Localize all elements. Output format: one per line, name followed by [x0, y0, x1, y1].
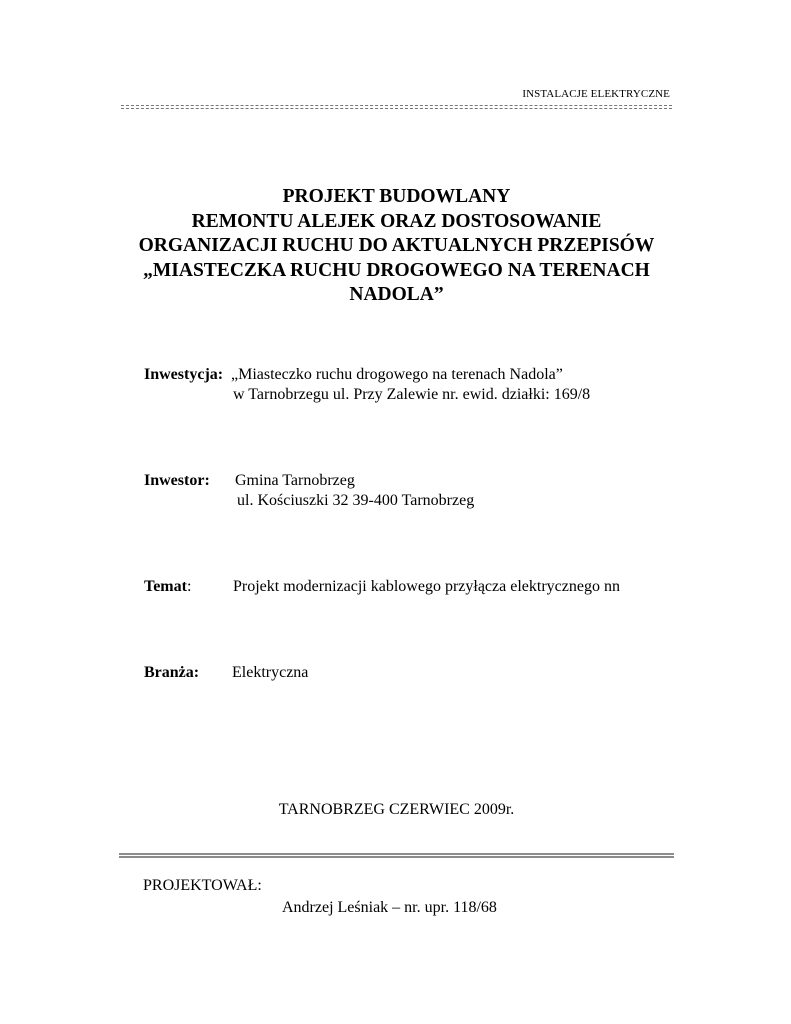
- title-line-5: NADOLA”: [349, 284, 444, 305]
- topic-value: Projekt modernizacji kablowego przyłącza elektrycznego nn: [233, 578, 620, 595]
- header-divider-line-top: [121, 105, 672, 106]
- topic-label: [144, 578, 191, 596]
- branch-label: Branża:: [144, 664, 200, 681]
- investment-name: „Miasteczko ruchu drogowego na terenach Nadola”: [231, 366, 563, 383]
- header-divider-line-bottom: [121, 108, 672, 109]
- investor-name: Gmina Tarnobrzeg: [235, 472, 355, 489]
- title-line-3: ORGANIZACJI RUCHU DO AKTUALNYCH PRZEPISÓW: [138, 235, 655, 256]
- place-and-date: TARNOBRZEG CZERWIEC 2009r.: [278, 801, 515, 818]
- footer-divider: [119, 853, 674, 858]
- investor-address: ul. Kościuszki 32 39-400 Tarnobrzeg: [237, 492, 475, 509]
- header-divider: [121, 104, 672, 111]
- investment-location: w Tarnobrzegu ul. Przy Zalewie nr. ewid. działki: 169/8: [233, 386, 591, 403]
- document-title: [121, 185, 672, 308]
- topic-label-colon: :: [186, 578, 192, 595]
- topic-label-text: Temat: [144, 578, 187, 595]
- document-category: INSTALACJE ELEKTRYCZNE: [522, 88, 670, 100]
- title-line-4: „MIASTECZKA RUCHU DROGOWEGO NA TERENACH: [143, 259, 650, 281]
- investment-label: Inwestycja:: [144, 366, 224, 383]
- footer-divider-line-bottom: [119, 856, 674, 858]
- investor-label: Inwestor:: [144, 472, 210, 489]
- branch-value: Elektryczna: [232, 664, 309, 681]
- footer-divider-line-top: [119, 853, 674, 855]
- title-line-1: PROJEKT BUDOWLANY: [282, 186, 511, 207]
- title-line-2: REMONTU ALEJEK ORAZ DOSTOSOWANIE: [191, 210, 602, 232]
- designer-name: Andrzej Leśniak – nr. upr. 118/68: [282, 899, 497, 916]
- designer-label: PROJEKTOWAŁ:: [143, 877, 262, 894]
